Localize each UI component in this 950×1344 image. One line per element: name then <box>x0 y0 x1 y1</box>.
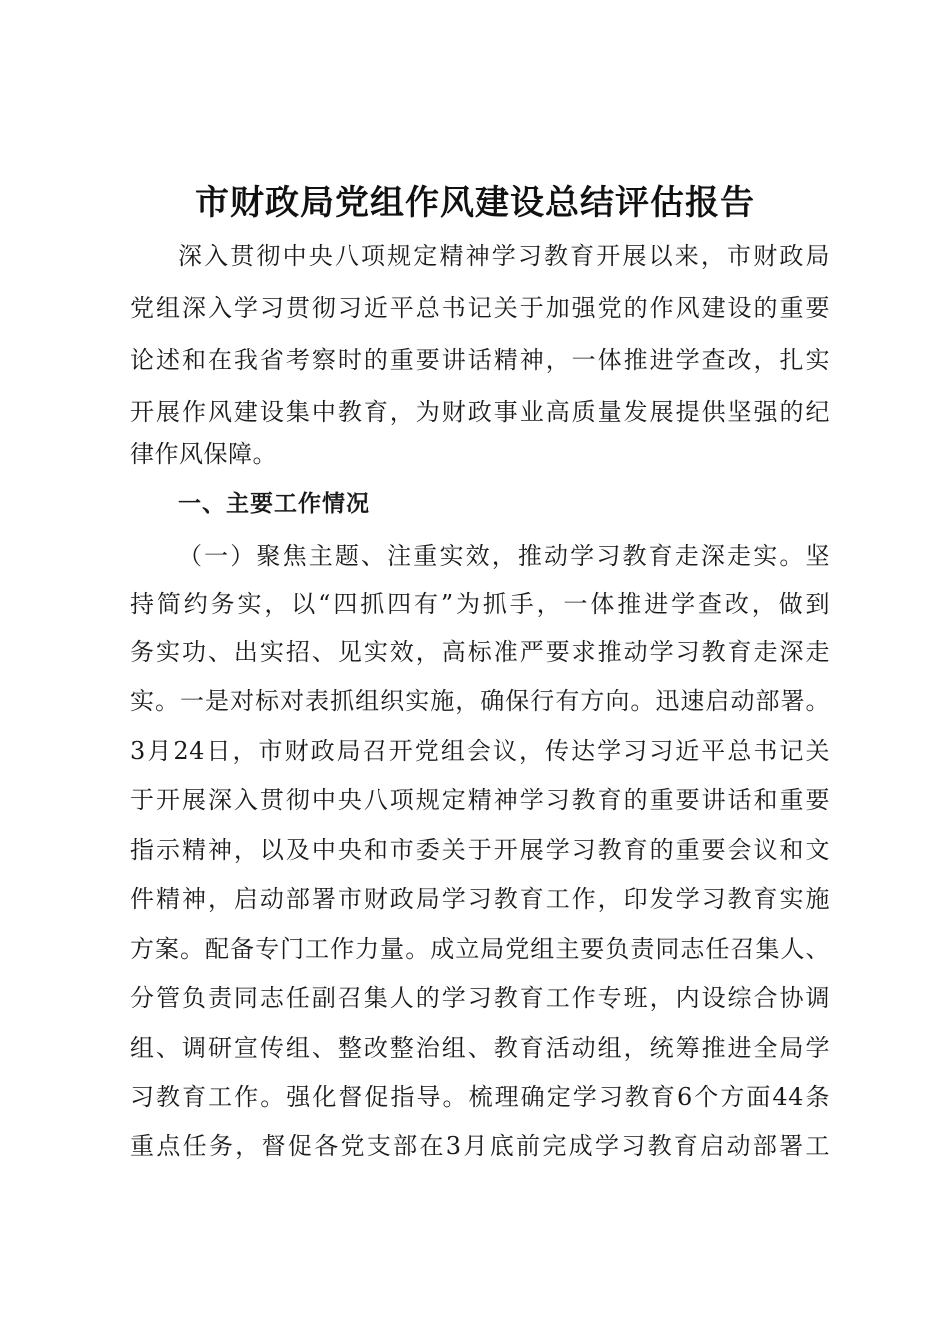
intro-line: 深入贯彻中央八项规定精神学习教育开展以来，市财政局 <box>178 242 830 270</box>
intro-line: 开展作风建设集中教育，为财政事业高质量发展提供坚强的纪 <box>130 398 830 426</box>
body-line: 件精神，启动部署市财政局学习教育工作，印发学习教育实施 <box>130 885 830 913</box>
body-line: 组、调研宣传组、整改整治组、教育活动组，统筹推进全局学 <box>130 1034 830 1062</box>
section-heading: 一、主要工作情况 <box>178 491 370 517</box>
body-line: （一）聚焦主题、注重实效，推动学习教育走深走实。坚 <box>178 542 830 570</box>
body-line: 方案。配备专门工作力量。成立局党组主要负责同志任召集人、 <box>130 935 830 963</box>
document-title: 市财政局党组作风建设总结评估报告 <box>195 183 755 223</box>
body-line: 习教育工作。强化督促指导。梳理确定学习教育6个方面44条 <box>130 1083 830 1111</box>
body-line: 持简约务实，以“四抓四有”为抓手，一体推进学查改，做到 <box>130 590 830 618</box>
body-line: 分管负责同志任副召集人的学习教育工作专班，内设综合协调 <box>130 984 830 1012</box>
body-line: 重点任务，督促各党支部在3月底前完成学习教育启动部署工 <box>130 1132 830 1160</box>
body-line: 于开展深入贯彻中央八项规定精神学习教育的重要讲话和重要 <box>130 786 830 814</box>
body-line: 指示精神，以及中央和市委关于开展学习教育的重要会议和文 <box>130 836 830 864</box>
body-line: 3月24日，市财政局召开党组会议，传达学习习近平总书记关 <box>130 737 830 765</box>
intro-line: 律作风保障。 <box>130 440 277 468</box>
intro-line: 论述和在我省考察时的重要讲话精神，一体推进学查改，扎实 <box>130 346 830 374</box>
body-line: 务实功、出实招、见实效，高标准严要求推动学习教育走深走 <box>130 638 830 666</box>
body-line: 实。一是对标对表抓组织实施，确保行有方向。迅速启动部署。 <box>130 687 830 715</box>
intro-line: 党组深入学习贯彻习近平总书记关于加强党的作风建设的重要 <box>130 294 830 322</box>
